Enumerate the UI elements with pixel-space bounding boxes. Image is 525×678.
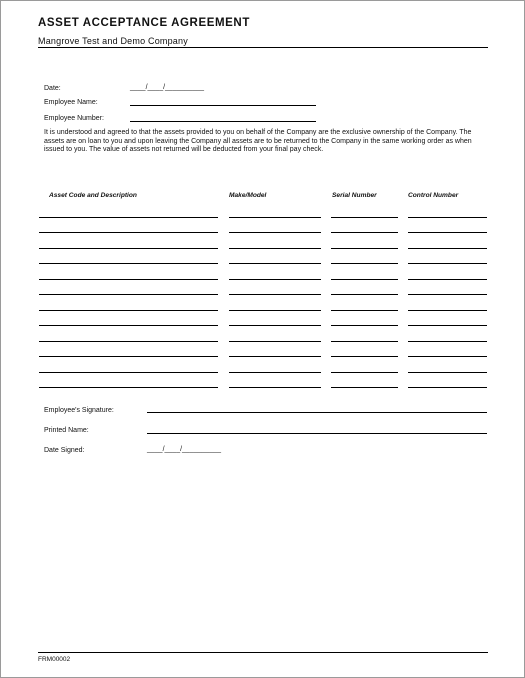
document-title: ASSET ACCEPTANCE AGREEMENT	[38, 17, 250, 29]
serial-number-cell[interactable]	[331, 263, 398, 264]
make-model-cell[interactable]	[229, 310, 321, 311]
asset-cell[interactable]	[39, 279, 218, 280]
make-model-cell[interactable]	[229, 217, 321, 218]
control-number-cell[interactable]	[408, 325, 487, 326]
make-model-cell[interactable]	[229, 387, 321, 388]
asset-cell[interactable]	[39, 387, 218, 388]
employee-number-label: Employee Number:	[44, 115, 104, 122]
asset-cell[interactable]	[39, 217, 218, 218]
column-header-control: Control Number	[408, 192, 459, 199]
company-name: Mangrove Test and Demo Company	[38, 36, 188, 46]
asset-cell[interactable]	[39, 310, 218, 311]
make-model-cell[interactable]	[229, 294, 321, 295]
employee-name-field[interactable]	[130, 105, 316, 106]
form-code: FRM00002	[38, 656, 71, 663]
control-number-cell[interactable]	[408, 372, 487, 373]
control-number-cell[interactable]	[408, 279, 487, 280]
asset-cell[interactable]	[39, 294, 218, 295]
control-number-cell[interactable]	[408, 356, 487, 357]
employee-signature-label: Employee's Signature:	[44, 407, 114, 414]
serial-number-cell[interactable]	[331, 341, 398, 342]
serial-number-cell[interactable]	[331, 356, 398, 357]
serial-number-cell[interactable]	[331, 232, 398, 233]
employee-signature-field[interactable]	[147, 412, 487, 413]
serial-number-cell[interactable]	[331, 217, 398, 218]
footer-rule	[38, 652, 488, 653]
employee-name-label: Employee Name:	[44, 99, 98, 106]
serial-number-cell[interactable]	[331, 279, 398, 280]
control-number-cell[interactable]	[408, 310, 487, 311]
make-model-cell[interactable]	[229, 372, 321, 373]
asset-cell[interactable]	[39, 248, 218, 249]
make-model-cell[interactable]	[229, 356, 321, 357]
serial-number-cell[interactable]	[331, 248, 398, 249]
asset-cell[interactable]	[39, 341, 218, 342]
column-header-asset: Asset Code and Description	[49, 192, 137, 199]
make-model-cell[interactable]	[229, 248, 321, 249]
control-number-cell[interactable]	[408, 232, 487, 233]
date-signed-label: Date Signed:	[44, 447, 85, 454]
serial-number-cell[interactable]	[331, 310, 398, 311]
make-model-cell[interactable]	[229, 263, 321, 264]
asset-cell[interactable]	[39, 263, 218, 264]
make-model-cell[interactable]	[229, 279, 321, 280]
control-number-cell[interactable]	[408, 387, 487, 388]
agreement-paragraph: It is understood and agreed to that the assets provided to you on behalf of the Company are the exclusive ownership of the Company. The assets are on loan to you and upon leaving the Company all assets are to be returned to the Company in the same working order as when issued to you. The value of assets not returned will be deducted from your final pay check.	[44, 129, 472, 154]
header-rule	[38, 47, 488, 48]
printed-name-field[interactable]	[147, 433, 487, 434]
asset-cell[interactable]	[39, 232, 218, 233]
control-number-cell[interactable]	[408, 217, 487, 218]
serial-number-cell[interactable]	[331, 372, 398, 373]
printed-name-label: Printed Name:	[44, 427, 89, 434]
control-number-cell[interactable]	[408, 341, 487, 342]
serial-number-cell[interactable]	[331, 387, 398, 388]
serial-number-cell[interactable]	[331, 294, 398, 295]
date-field[interactable]: ____/____/__________	[130, 84, 204, 91]
make-model-cell[interactable]	[229, 325, 321, 326]
asset-cell[interactable]	[39, 325, 218, 326]
asset-cell[interactable]	[39, 356, 218, 357]
employee-number-field[interactable]	[130, 121, 316, 122]
make-model-cell[interactable]	[229, 341, 321, 342]
make-model-cell[interactable]	[229, 232, 321, 233]
date-signed-field[interactable]: ____/____/__________	[147, 446, 221, 453]
asset-cell[interactable]	[39, 372, 218, 373]
column-header-serial: Serial Number	[332, 192, 377, 199]
control-number-cell[interactable]	[408, 294, 487, 295]
serial-number-cell[interactable]	[331, 325, 398, 326]
control-number-cell[interactable]	[408, 263, 487, 264]
column-header-make-model: Make/Model	[229, 192, 267, 199]
control-number-cell[interactable]	[408, 248, 487, 249]
date-label: Date:	[44, 85, 61, 92]
